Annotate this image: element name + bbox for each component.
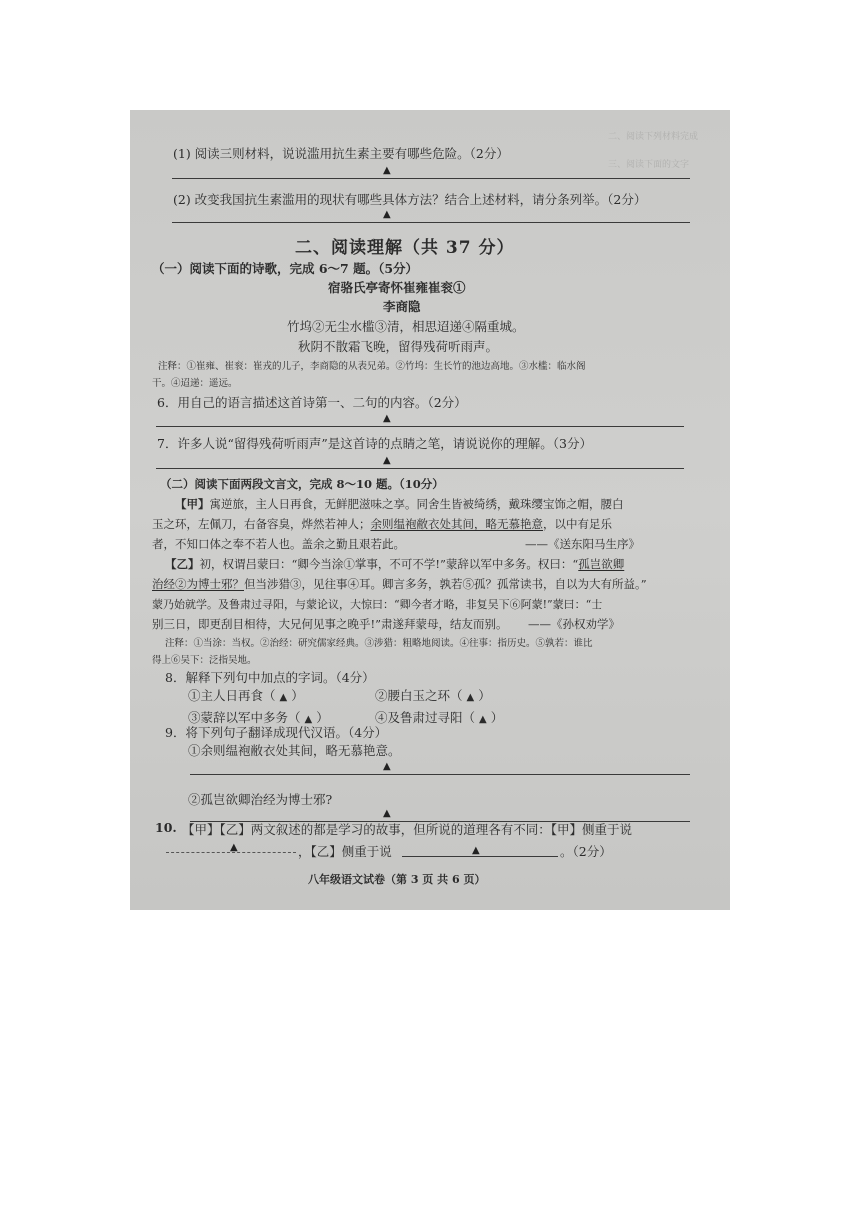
answer-line xyxy=(172,222,690,223)
poem-line-2: 秋阴不散霜飞晚，留得残荷听雨声。 xyxy=(298,339,499,354)
q8-item-4: ④及鲁肃过寻阳（ ▲ ） xyxy=(375,710,504,725)
q9-item-2: ②孤岂欲卿治经为博士邪? xyxy=(188,792,333,807)
q8-item-3: ③蒙辞以军中多务（ ▲ ） xyxy=(188,710,329,725)
answer-line xyxy=(156,426,684,427)
passage-yi-line-4: 别三日，即更刮目相待，大兄何见事之晚乎!”肃遂拜蒙母，结友而别。 xyxy=(152,617,508,631)
passage-yi-line-1: 【乙】初，权谓吕蒙曰：“卿今当涂①掌事，不可不学!”蒙辞以军中多务。权曰：“孤岂欲卿 xyxy=(165,557,625,571)
answer-mark: ▲ xyxy=(472,845,480,856)
answer-mark: ▲ xyxy=(383,808,391,819)
answer-line xyxy=(190,774,690,775)
answer-line xyxy=(172,178,690,179)
passage-jia-line-1: 【甲】寓逆旅，主人日再食，无鲜肥滋味之享。同舍生皆被绮绣，戴珠缨宝饰之帽，腰白 xyxy=(175,497,624,511)
answer-mark: ▲ xyxy=(383,209,391,220)
poem-line-1: 竹坞②无尘水槛③清，相思迢递④隔重城。 xyxy=(287,319,525,334)
poem-author: 李商隐 xyxy=(383,299,421,314)
question-8: 8．解释下列句中加点的字词。（4分） xyxy=(165,670,375,685)
question-2: (2) 改变我国抗生素滥用的现状有哪些具体方法？结合上述材料，请分条列举。（2分） xyxy=(173,192,647,207)
answer-mark: ▲ xyxy=(383,455,391,466)
q9-item-1: ①余则缊袍敝衣处其间，略无慕艳意。 xyxy=(188,743,401,758)
part1-intro: （一）阅读下面的诗歌，完成 6～7 题。（5分） xyxy=(152,261,419,276)
answer-mark: ▲ xyxy=(230,842,238,853)
passage-jia-line-2: 玉之环，左佩刀，右备容臭，烨然若神人；余则缊袍敝衣处其间，略无慕艳意，以中有足乐 xyxy=(152,517,612,531)
bleed-through-text: 二、阅读下列材料完成 三、阅读下面的文字 xyxy=(608,132,699,170)
question-9: 9．将下列句子翻译成现代汉语。（4分） xyxy=(165,725,388,740)
exam-page-photo xyxy=(130,110,730,910)
part2-intro: （二）阅读下面两段文言文，完成 8～10 题。（10分） xyxy=(160,477,444,491)
passage-yi-line-3: 蒙乃始就学。及鲁肃过寻阳，与蒙论议，大惊曰：“卿今者才略，非复吴下⑥阿蒙!”蒙曰：“士 xyxy=(152,598,603,611)
page-footer: 八年级语文试卷（第 3 页 共 6 页） xyxy=(308,873,486,886)
q8-item-2: ②腰白玉之环（ ▲ ） xyxy=(375,688,491,703)
passage-yi-line-2: 治经②为博士邪？但当涉猎③，见往事④耳。卿言多务，孰若⑤孤？孤常读书，自以为大有所益。” xyxy=(152,577,647,591)
answer-mark: ▲ xyxy=(383,165,391,176)
passage-jia-source: ——《送东阳马生序》 xyxy=(525,537,640,551)
question-7: 7．许多人说“留得残荷听雨声”是这首诗的点睛之笔，请说说你的理解。（3分） xyxy=(157,436,592,451)
question-1: (1) 阅读三则材料，说说滥用抗生素主要有哪些危险。（2分） xyxy=(173,146,509,161)
section-title: 二、阅读理解（共 37 分） xyxy=(295,238,515,258)
question-10-score: 。（2分） xyxy=(560,844,612,859)
question-10-text: 【甲】【乙】两文叙述的都是学习的故事，但所说的道理各有不同：【甲】侧重于说 xyxy=(182,822,633,837)
passage-yi-note-cont: 得上⑥吴下：泛指吴地。 xyxy=(152,655,257,666)
answer-blank xyxy=(402,856,558,857)
passage-jia-line-3: 者，不知口体之奉不若人也。盖余之勤且艰若此。 xyxy=(152,537,405,551)
poem-note: 注释：①崔雍、崔衮：崔戎的儿子，李商隐的从表兄弟。②竹坞：生长竹的池边高地。③水槛：临水阁 xyxy=(158,361,586,372)
underlined-sentence: 余则缊袍敝衣处其间，略无慕艳意 xyxy=(370,517,543,531)
answer-line xyxy=(156,468,684,469)
answer-mark: ▲ xyxy=(383,761,391,772)
underlined-sentence: 治经②为博士邪？ xyxy=(152,577,244,591)
answer-mark: ▲ xyxy=(383,413,391,424)
passage-yi-note: 注释：①当涂：当权。②治经：研究儒家经典。③涉猎：粗略地阅读。④往事：指历史。⑤孰若：谁比 xyxy=(165,638,593,649)
poem-note-cont: 干。④迢递：遥远。 xyxy=(152,378,238,389)
q8-item-1: ①主人日再食（ ▲ ） xyxy=(188,688,304,703)
poem-title: 宿骆氏亭寄怀崔雍崔衮① xyxy=(328,280,466,295)
question-10-text-cont: ，【乙】侧重于说 xyxy=(298,844,392,859)
question-6: 6．用自己的语言描述这首诗第一、二句的内容。（2分） xyxy=(157,395,467,410)
question-10-number: 10. xyxy=(155,820,177,835)
passage-yi-source: ——《孙权劝学》 xyxy=(528,617,620,631)
